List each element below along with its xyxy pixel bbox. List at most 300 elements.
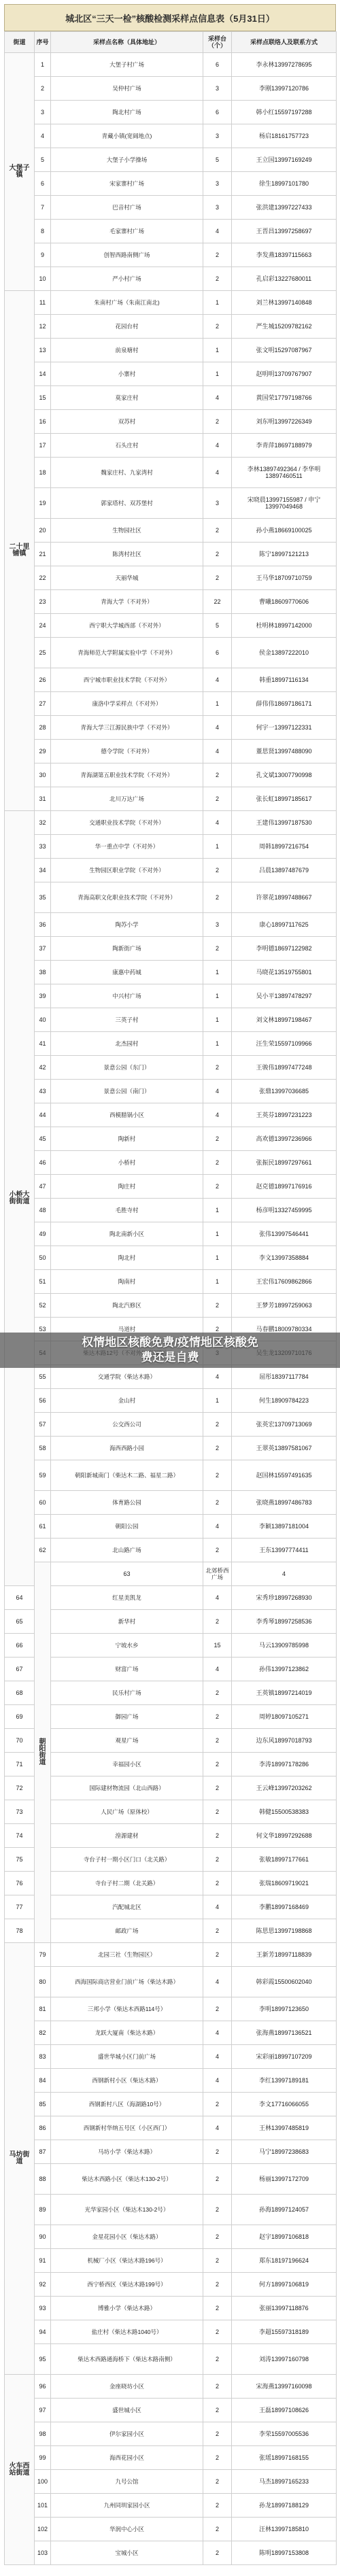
table-row [5, 1294, 337, 1318]
number-cell: 22 [35, 566, 51, 590]
contact-cell: 曹曦18609770606 [232, 590, 337, 614]
site-cell: 陶北南新小区 [51, 1222, 203, 1246]
desks-cell: 2 [203, 882, 232, 913]
contact-cell: 许翠花18997488667 [232, 882, 337, 913]
number-cell: 56 [35, 1389, 51, 1413]
site-cell: 朝阳新城南门（柴达木二路、福星二路） [51, 1460, 203, 1491]
table-row [5, 2140, 337, 2164]
desks-cell: 2 [203, 1872, 232, 1895]
contact-cell: 李明德18697122982 [232, 937, 337, 961]
number-cell: 46 [35, 1151, 51, 1175]
table-row [5, 1800, 337, 1824]
contact-cell: 马云13909785998 [232, 1634, 337, 1658]
desks-cell: 2 [203, 1318, 232, 1341]
contact-cell: 王骏伟18997477248 [232, 1056, 337, 1080]
desks-cell: 4 [203, 1103, 232, 1127]
table-row [5, 1919, 337, 1943]
table-row [5, 590, 337, 614]
contact-cell: 刘涛13997160798 [232, 2344, 337, 2375]
contact-cell: 李明18997123650 [232, 1997, 337, 2021]
number-cell: 94 [35, 2320, 51, 2344]
contact-cell: 张振民18997297661 [232, 1151, 337, 1175]
number-cell: 32 [35, 811, 51, 835]
number-cell: 75 [5, 1848, 35, 1872]
table-row [5, 787, 337, 811]
site-cell: 陶南村 [51, 1270, 203, 1294]
table-row [5, 172, 337, 196]
column-header-number: 序号 [35, 32, 51, 53]
site-cell: 康惠中药城 [51, 961, 203, 984]
contact-cell: 孔启彩13227680011 [232, 267, 337, 291]
site-cell: 金山村 [51, 1389, 203, 1413]
contact-cell: 王东13997774411 [232, 1539, 337, 1562]
desks-cell: 1 [203, 1008, 232, 1032]
table-row [5, 961, 337, 984]
number-cell: 97 [35, 2399, 51, 2422]
column-header-contact: 采样点联络人及联系方式 [232, 32, 337, 53]
desks-cell: 2 [203, 243, 232, 267]
contact-cell: 刘东明13997226349 [232, 410, 337, 434]
desks-cell: 1 [203, 1222, 232, 1246]
table-row [5, 1586, 337, 1610]
desks-cell: 2 [203, 937, 232, 961]
table-row [5, 1222, 337, 1246]
desks-cell: 2 [203, 2344, 232, 2375]
number-cell: 14 [35, 362, 51, 386]
desks-cell: 2 [203, 2195, 232, 2225]
table-row [5, 937, 337, 961]
desks-cell: 22 [203, 590, 232, 614]
number-cell: 4 [35, 124, 51, 148]
contact-cell: 宋晓晨13997155987 / 申宁13997049468 [232, 488, 337, 519]
contact-cell: 徐生18997101780 [232, 172, 337, 196]
table-row [5, 1753, 337, 1776]
street-cell: 二十里铺镇 [5, 291, 35, 811]
desks-cell: 2 [203, 1943, 232, 1967]
number-cell: 63 [51, 1562, 203, 1586]
number-cell: 26 [35, 668, 51, 692]
table-row [5, 566, 337, 590]
contact-cell: 张敏18997177661 [232, 1848, 337, 1872]
table-row [5, 1658, 337, 1681]
table-row [5, 291, 337, 315]
site-cell: 德令学院（不对外） [51, 740, 203, 763]
site-cell: 陶北村广场 [51, 101, 203, 124]
desks-cell: 2 [203, 1729, 232, 1753]
table-row [5, 243, 337, 267]
number-cell: 101 [35, 2494, 51, 2518]
table-row [5, 220, 337, 243]
table-row [5, 859, 337, 882]
contact-cell: 王磊18997108626 [232, 2399, 337, 2422]
desks-cell: 2 [203, 2422, 232, 2446]
desks-cell: 5 [203, 148, 232, 172]
desks-cell: 4 [203, 668, 232, 692]
number-cell: 87 [35, 2140, 51, 2164]
number-cell: 91 [35, 2249, 51, 2273]
table-row [5, 2045, 337, 2069]
number-cell: 35 [35, 882, 51, 913]
number-cell: 102 [35, 2518, 51, 2541]
number-cell: 81 [35, 1997, 51, 2021]
desks-cell: 3 [203, 488, 232, 519]
table-row [5, 1389, 337, 1413]
number-cell: 7 [35, 196, 51, 220]
desks-cell: 1 [203, 1246, 232, 1270]
desks-cell: 2 [203, 1437, 232, 1460]
number-cell: 98 [35, 2422, 51, 2446]
site-cell: 御园广场 [51, 1705, 203, 1729]
table-row [5, 614, 337, 638]
desks-cell: 2 [203, 2225, 232, 2249]
contact-cell: 张长虹18997185617 [232, 787, 337, 811]
number-cell: 93 [35, 2297, 51, 2320]
desks-cell: 4 [232, 1562, 337, 1586]
number-cell: 96 [35, 2375, 51, 2399]
number-cell: 31 [35, 787, 51, 811]
number-cell: 36 [35, 913, 51, 937]
number-cell: 62 [35, 1539, 51, 1562]
site-cell: 西钢新村八区（海湖路10号） [51, 2093, 203, 2116]
table-row [5, 124, 337, 148]
site-cell: 交通职业技术学院（不对外） [51, 811, 203, 835]
site-cell: 中兴村广场 [51, 984, 203, 1008]
site-cell: 天丽华城 [51, 566, 203, 590]
desks-cell: 1 [203, 835, 232, 859]
site-cell: 光华家园小区（柴达木130-2号） [51, 2195, 203, 2225]
desks-cell: 4 [203, 2116, 232, 2140]
contact-cell: 李发燕18397115663 [232, 243, 337, 267]
table-row [5, 2021, 337, 2045]
street-cell: 火车西站街道 [5, 2375, 35, 2565]
desks-cell: 1 [203, 1032, 232, 1056]
contact-cell: 陈宁18997121213 [232, 543, 337, 566]
site-cell: 博雅小学（柴达木路） [51, 2297, 203, 2320]
table-row [5, 1681, 337, 1705]
table-row [5, 2541, 337, 2565]
site-cell: 青海高职文化职业技术学院（不对外） [51, 882, 203, 913]
number-cell: 23 [35, 590, 51, 614]
site-cell: 汽配城北区 [51, 1895, 203, 1919]
table-row [5, 2225, 337, 2249]
site-cell: 吴仲村广场 [51, 77, 203, 101]
desks-cell: 2 [203, 1151, 232, 1175]
desks-cell: 2 [203, 1824, 232, 1848]
site-cell: 魏家庄村、九家湾村 [51, 458, 203, 488]
caption-overlay [0, 1333, 340, 1368]
desks-cell: 4 [203, 2069, 232, 2093]
contact-cell: 李颖13897181004 [232, 1515, 337, 1539]
contact-cell: 马杰18997165233 [232, 2470, 337, 2494]
contact-cell: 张洪建13997227433 [232, 196, 337, 220]
table-row [5, 2344, 337, 2375]
table-row [5, 315, 337, 339]
table-row [5, 2069, 337, 2093]
number-cell: 100 [35, 2470, 51, 2494]
number-cell: 84 [35, 2069, 51, 2093]
table-row [5, 668, 337, 692]
contact-cell: 吕晨13897487679 [232, 859, 337, 882]
desks-cell: 2 [203, 1491, 232, 1515]
site-cell: 朱南村广场（朱南江南北) [51, 291, 203, 315]
desks-cell: 2 [203, 1681, 232, 1705]
contact-cell: 马晓花13519755801 [232, 961, 337, 984]
contact-cell: 张英宏13709713069 [232, 1413, 337, 1437]
desks-cell: 2 [203, 543, 232, 566]
site-cell: 幸福园小区 [51, 1753, 203, 1776]
number-cell: 29 [35, 740, 51, 763]
contact-cell: 刘文林18997198467 [232, 1008, 337, 1032]
desks-cell: 15 [203, 1634, 232, 1658]
table-row [5, 196, 337, 220]
site-cell: 西钢新村小区（柴达木路） [51, 2069, 203, 2093]
contact-cell: 刘兰林13997140848 [232, 291, 337, 315]
number-cell: 79 [35, 1943, 51, 1967]
desks-cell: 4 [203, 2021, 232, 2045]
site-cell: 华润中心小区 [51, 2518, 203, 2541]
number-cell: 28 [35, 716, 51, 740]
site-cell: 邮政广场 [51, 1919, 203, 1943]
site-cell: 陈湾村社区 [51, 543, 203, 566]
desks-cell: 6 [203, 101, 232, 124]
site-cell: 莫家庄村 [51, 386, 203, 410]
column-header-site: 采样点名称（具体地址） [51, 32, 203, 53]
number-cell: 70 [5, 1729, 35, 1753]
desks-cell: 1 [203, 692, 232, 716]
contact-cell: 张伟13997546441 [232, 1222, 337, 1246]
contact-cell: 杨彦明13327459995 [232, 1199, 337, 1222]
desks-cell: 4 [203, 386, 232, 410]
site-cell: 财富广场 [51, 1658, 203, 1681]
contact-cell: 赵克德18997176916 [232, 1175, 337, 1199]
number-cell: 95 [35, 2344, 51, 2375]
site-cell: 青海大学三江源民族中学（不对外） [51, 716, 203, 740]
number-cell: 13 [35, 339, 51, 362]
number-cell: 45 [35, 1127, 51, 1151]
desks-cell: 2 [203, 1919, 232, 1943]
number-cell: 40 [35, 1008, 51, 1032]
contact-cell: 边东风18997018793 [232, 1729, 337, 1753]
site-cell: 小寨村 [51, 362, 203, 386]
site-cell: 青海师范大学附属实验中学（不对外） [51, 638, 203, 668]
desks-cell: 4 [203, 1365, 232, 1389]
number-cell: 99 [35, 2446, 51, 2470]
contact-cell: 孙龙18997188129 [232, 2494, 337, 2518]
table-header-row [5, 32, 337, 53]
table-row [5, 1246, 337, 1270]
site-cell: 九州同圳家园小区 [51, 2494, 203, 2518]
table-row [5, 1127, 337, 1151]
desks-cell: 2 [203, 267, 232, 291]
contact-cell: 韩健15500538383 [232, 1800, 337, 1824]
site-cell: 西海国际商店营业门前广场（柴达木路） [51, 1967, 203, 1997]
desks-cell: 2 [203, 763, 232, 787]
number-cell: 15 [35, 386, 51, 410]
contact-cell: 杜明林18997142000 [232, 614, 337, 638]
contact-cell: 孔文斌13007790998 [232, 763, 337, 787]
site-cell: 花园台村 [51, 315, 203, 339]
number-cell: 60 [35, 1491, 51, 1515]
table-row [5, 2249, 337, 2273]
table-row [5, 2116, 337, 2140]
number-cell: 9 [35, 243, 51, 267]
desks-cell: 4 [203, 1515, 232, 1539]
table-row [5, 2320, 337, 2344]
number-cell: 33 [35, 835, 51, 859]
site-cell: 青海湖第五职业技术学院（不对外） [51, 763, 203, 787]
desks-cell: 3 [203, 124, 232, 148]
desks-cell: 2 [203, 315, 232, 339]
site-cell: 陶苏小学 [51, 913, 203, 937]
site-cell: 西宁城市职业技术学院（不对外） [51, 668, 203, 692]
table-row [5, 2470, 337, 2494]
contact-cell: 张海燕18997136521 [232, 2021, 337, 2045]
table-row [5, 362, 337, 386]
contact-cell: 李文17716066055 [232, 2093, 337, 2116]
table-row [5, 1943, 337, 1967]
site-cell: 新华村 [51, 1610, 203, 1634]
table-row [5, 2297, 337, 2320]
contact-cell: 李文13997358884 [232, 1246, 337, 1270]
contact-cell: 杨启18161757723 [232, 124, 337, 148]
table-row [5, 913, 337, 937]
table-row [5, 2422, 337, 2446]
desks-cell: 4 [203, 1967, 232, 1997]
contact-cell: 赵明明13709767907 [232, 362, 337, 386]
site-cell: 金座晓坊小区 [51, 2375, 203, 2399]
site-cell: 北山路广场 [51, 1539, 203, 1562]
table-row [5, 984, 337, 1008]
number-cell: 49 [35, 1222, 51, 1246]
desks-cell: 2 [203, 410, 232, 434]
desks-cell: 2 [203, 519, 232, 543]
site-cell: 公交西公司 [51, 1413, 203, 1437]
desks-cell: 1 [203, 362, 232, 386]
desks-cell: 5 [203, 614, 232, 638]
site-cell: 前泉塘村 [51, 339, 203, 362]
street-cell: 大堡子镇 [5, 53, 35, 291]
number-cell: 3 [35, 101, 51, 124]
number-cell: 83 [35, 2045, 51, 2069]
desks-cell: 2 [203, 1848, 232, 1872]
table-row [5, 53, 337, 77]
site-cell: 体育路公园 [51, 1491, 203, 1515]
site-cell: 宋家寨村广场 [51, 172, 203, 196]
desks-cell: 2 [203, 566, 232, 590]
desks-cell: 1 [203, 1389, 232, 1413]
contact-cell: 韩重18997116134 [232, 668, 337, 692]
desks-cell: 2 [203, 1776, 232, 1800]
table-row [5, 434, 337, 458]
desks-cell: 2 [203, 1294, 232, 1318]
site-cell: 陶北村 [51, 1246, 203, 1270]
number-cell: 8 [35, 220, 51, 243]
contact-cell: 陈明18997153808 [232, 2541, 337, 2565]
number-cell: 42 [35, 1056, 51, 1080]
table-row [5, 882, 337, 913]
desks-cell: 2 [203, 2273, 232, 2297]
table-row [5, 488, 337, 519]
table-row [5, 1270, 337, 1294]
number-cell: 59 [35, 1460, 51, 1491]
number-cell: 18 [35, 458, 51, 488]
number-cell: 1 [35, 53, 51, 77]
desks-cell: 2 [203, 2494, 232, 2518]
number-cell: 24 [35, 614, 51, 638]
contact-cell: 王宏伟17609862866 [232, 1270, 337, 1294]
number-cell: 92 [35, 2273, 51, 2297]
table-row [5, 339, 337, 362]
desks-cell: 2 [203, 2140, 232, 2164]
site-cell: 石头庄村 [51, 434, 203, 458]
table-row [5, 740, 337, 763]
desks-cell: 2 [203, 2297, 232, 2320]
site-cell: 景意公园（东门） [51, 1056, 203, 1080]
number-cell: 16 [35, 410, 51, 434]
number-cell: 34 [35, 859, 51, 882]
site-cell: 交通学院（柴达木路） [51, 1365, 203, 1389]
number-cell: 53 [35, 1318, 51, 1341]
desks-cell: 1 [203, 961, 232, 984]
contact-cell: 赵宇18997106818 [232, 2225, 337, 2249]
site-cell: 盛世华城小区门前广场 [51, 2045, 203, 2069]
contact-cell: 宋秀珍18997268930 [232, 1586, 337, 1610]
number-cell: 27 [35, 692, 51, 716]
contact-cell: 张丽13997118876 [232, 2297, 337, 2320]
site-cell: 三邦小学（柴达木西路114号） [51, 1997, 203, 2021]
site-cell: 马道村 [51, 1318, 203, 1341]
table-row [5, 1199, 337, 1222]
desks-cell: 2 [203, 2320, 232, 2344]
table-row [5, 692, 337, 716]
contact-cell: 何宇一13997122331 [232, 716, 337, 740]
site-cell: 小桥村 [51, 1151, 203, 1175]
site-cell: 陶新街广场 [51, 937, 203, 961]
contact-cell: 李永林13997278695 [232, 53, 337, 77]
table-row [5, 386, 337, 410]
site-cell: 生物园区职业学院（不对外） [51, 859, 203, 882]
desks-cell: 2 [203, 1056, 232, 1080]
contact-cell: 严生城15209782162 [232, 315, 337, 339]
desks-cell: 2 [203, 2518, 232, 2541]
contact-cell: 王翠英13897581067 [232, 1437, 337, 1460]
number-cell: 90 [35, 2225, 51, 2249]
number-cell: 80 [35, 1967, 51, 1997]
table-row [5, 543, 337, 566]
number-cell: 12 [35, 315, 51, 339]
site-cell: 西宁桥西区（柴达木路199号） [51, 2273, 203, 2297]
contact-cell: 李涛18997178286 [232, 1753, 337, 1776]
sampling-sites-table [4, 31, 337, 2565]
table-row [5, 2494, 337, 2518]
number-cell: 65 [5, 1610, 35, 1634]
table-row [5, 1175, 337, 1199]
table-row [5, 1056, 337, 1080]
number-cell: 89 [35, 2195, 51, 2225]
contact-cell: 屈彤18397117784 [232, 1365, 337, 1389]
site-cell: 西钢新村华纳五号区（小区西门） [51, 2116, 203, 2140]
number-cell: 44 [35, 1103, 51, 1127]
table-row [5, 1151, 337, 1175]
number-cell: 43 [35, 1080, 51, 1103]
contact-cell: 黄国荣17797198766 [232, 386, 337, 410]
caption-line-1: 权情地区核酸免费/疫情地区核酸免 [82, 1336, 258, 1349]
contact-cell: 李林13897492364 / 李华明13897460511 [232, 458, 337, 488]
contact-cell: 韩彩霞15500602040 [232, 1967, 337, 1997]
number-cell: 50 [35, 1246, 51, 1270]
contact-cell: 何方18997106819 [232, 2273, 337, 2297]
site-cell: 观星广场 [51, 1729, 203, 1753]
